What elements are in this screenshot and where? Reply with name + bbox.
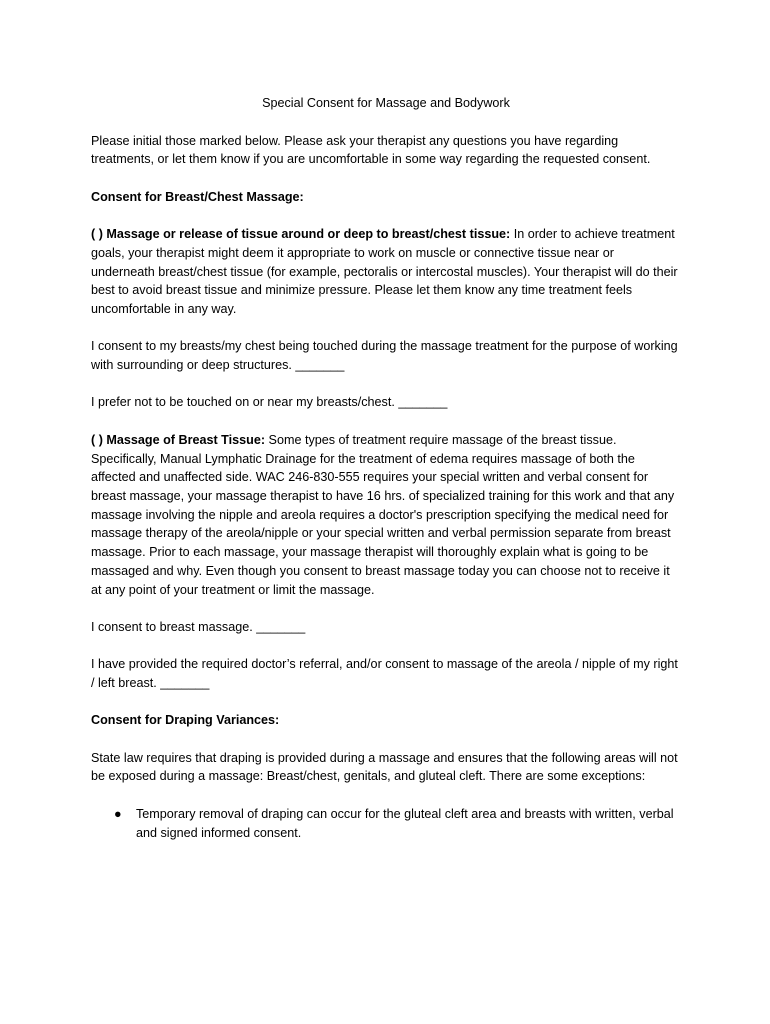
document-title: Special Consent for Massage and Bodywork xyxy=(262,96,510,110)
item-breast-tissue-label: ( ) Massage of Breast Tissue: xyxy=(91,432,266,447)
item-tissue-release-text: In order to achieve treatment goals, your therapist might deem it appropriate to work on muscle or connective tissue near or underneath breast/chest tissue (for example, pectoralis or intercostal muscles). Your therapist will do their best to avoid breast tissue and minimize pressure. Please let them know any time treatment feels uncomfortable in any way. xyxy=(91,227,678,316)
bullet-icon: ● xyxy=(114,806,122,821)
list-item-text: Temporary removal of draping can occur for the gluteal cleft area and breasts with written, verbal and signed informed consent. xyxy=(136,806,674,840)
referral-statement: I have provided the required doctor’s referral, and/or consent to massage of the areola / nipple of my right / left breast. _______ xyxy=(91,657,678,690)
exceptions-list xyxy=(91,805,681,842)
item-tissue-release xyxy=(91,225,681,319)
item-tissue-release-label: ( ) Massage or release of tissue around or deep to breast/chest tissue: xyxy=(91,227,511,242)
consent-chest-touch: I consent to my breasts/my chest being touched during the massage treatment for the purpose of working with surrounding or deep structures. _______ xyxy=(91,339,678,373)
section-heading-breast-chest: Consent for Breast/Chest Massage: xyxy=(91,189,304,204)
item-breast-tissue-text: Some types of treatment require massage of the breast tissue. Specifically, Manual Lymphatic Drainage for the treatment of edema requires massage of both the affected and unaffected side. WAC 246-830-555 requires your special written and verbal consent for breast massage, your massage therapist to have 16 hrs. of specialized training for this work and that any massage involving the nipple and areola requires a doctor's prescription specifying the medical need for massage therapy of the areola/nipple or your special written and verbal permission separate from breast massage. Prior to each massage, your massage therapist will thoroughly explain what is going to be massaged and why. Even though you consent to breast massage today you can choose not to receive it at any point of your treatment or limit the massage. xyxy=(91,432,675,597)
item-breast-tissue xyxy=(91,431,681,599)
section-heading-draping: Consent for Draping Variances: xyxy=(91,713,280,728)
document-page xyxy=(91,94,681,842)
draping-paragraph: State law requires that draping is provided during a massage and ensures that the following areas will not be exposed during a massage: Breast/chest, genitals, and gluteal cleft. There are some exceptions: xyxy=(91,750,678,784)
consent-breast-massage: I consent to breast massage. _______ xyxy=(91,619,306,634)
list-item xyxy=(114,805,681,842)
prefer-not-touched: I prefer not to be touched on or near my breasts/chest. _______ xyxy=(91,395,448,410)
intro-paragraph: Please initial those marked below. Please ask your therapist any questions you have regarding treatments, or let them know if you are uncomfortable in some way regarding the requested consent. xyxy=(91,133,651,167)
